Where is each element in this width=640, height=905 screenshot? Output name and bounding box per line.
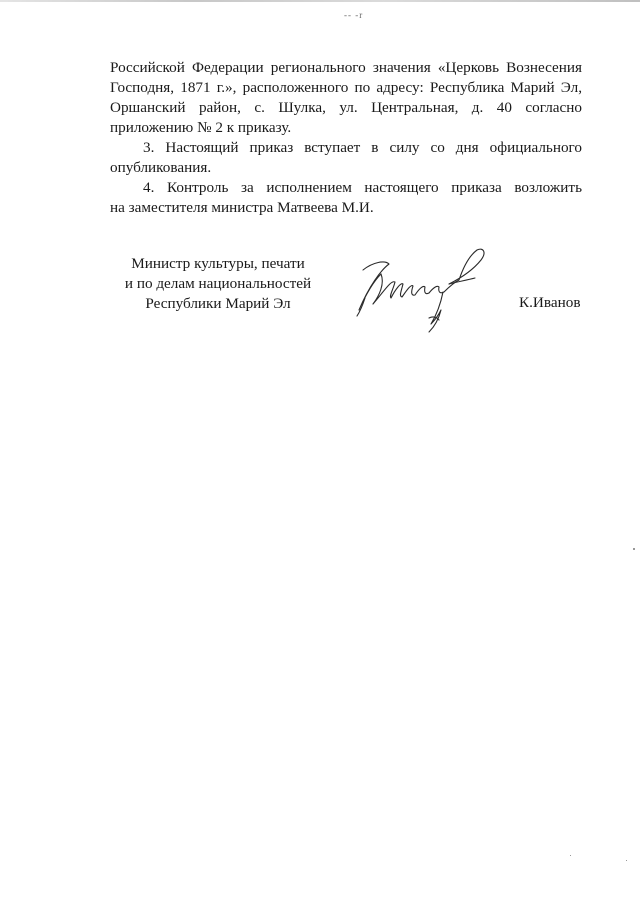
document-body [110,58,582,218]
signatory-title-line: Министр культуры, печати [131,255,305,272]
scan-edge [0,0,640,2]
text-line: на заместителя министра Матвеева М.И. [110,199,374,216]
text-line: 4. Контроль за исполнением настоящего приказа возложить [143,179,582,196]
scan-speck [633,548,635,550]
text-line: приложению № 2 к приказу. [110,119,292,136]
text-line: опубликования. [110,159,212,176]
text-line: 3. Настоящий приказ вступает в силу со дня официального [143,139,582,156]
paragraph-control [110,178,582,218]
signer-name: К.Иванов [519,294,581,311]
paragraph-object-address [110,58,582,138]
text-line: Господня, 1871 г.», расположенного по адресу: Республика Марий Эл, [110,79,582,96]
scan-speck [570,855,571,856]
scan-speck [626,860,627,861]
signatory-title [98,254,338,314]
handwritten-signature [345,240,500,335]
signatory-title-line: и по делам национальностей [124,275,312,292]
text-line: Оршанский район, с. Шулка, ул. Центральная, д. 40 согласно [110,99,582,116]
text-line: Российской Федерации регионального значения «Церковь Вознесения [110,59,582,76]
signatory-title-line: Республики Марий Эл [145,295,291,312]
paragraph-effective-date [110,138,582,178]
scan-mark: -- -r [344,10,364,20]
